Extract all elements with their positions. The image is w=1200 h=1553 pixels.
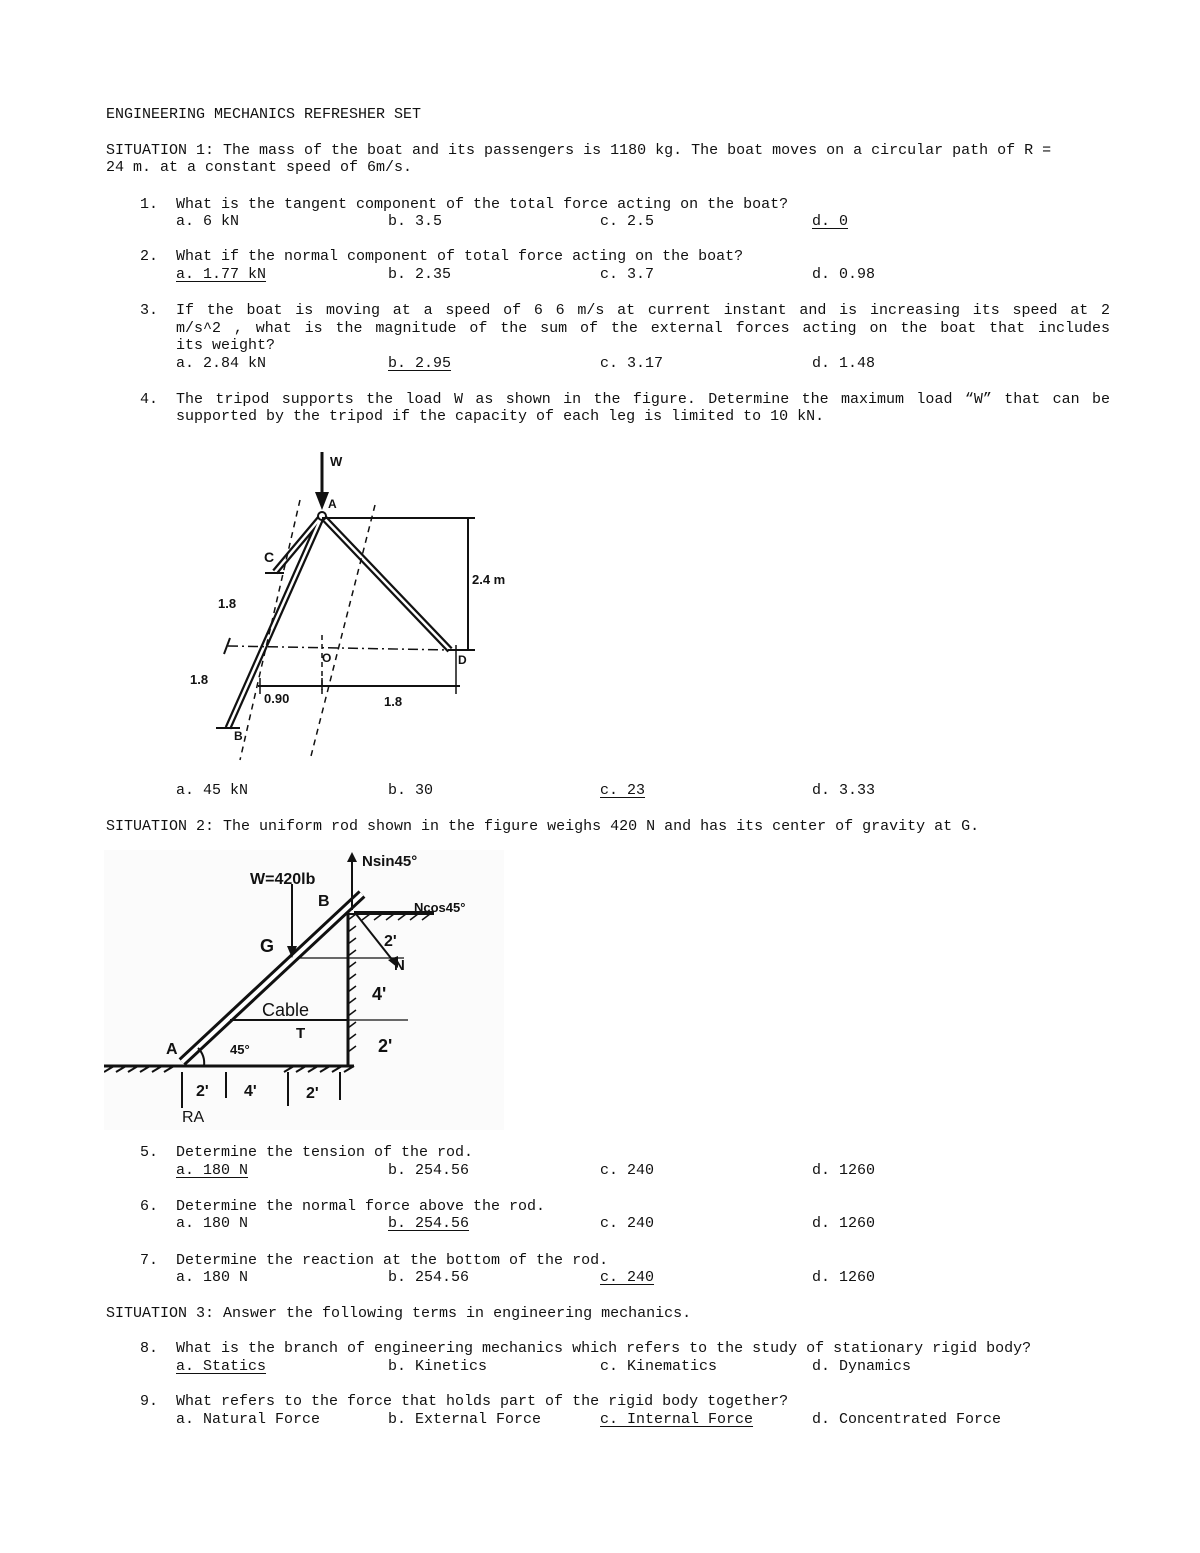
document-title: ENGINEERING MECHANICS REFRESHER SET (106, 106, 422, 123)
question-6-text: Determine the normal force above the rod. (176, 1198, 546, 1215)
question-5-number: 5. (140, 1144, 159, 1161)
dim-1-8-horizontal-label: 1.8 (384, 694, 403, 709)
dim-1-8-lower-label: 1.8 (190, 672, 209, 687)
height-4ft-label: 4' (372, 984, 387, 1004)
question-4-option-d: d. 3.33 (812, 782, 876, 799)
dim-0-90-label: 0.90 (264, 691, 290, 706)
dim-2ft-right-label: 2' (306, 1085, 319, 1102)
question-3-option-a: a. 2.84 kN (176, 355, 267, 372)
point-b-label: B (234, 729, 243, 743)
question-8-number: 8. (140, 1340, 159, 1357)
question-8-option-d: d. Dynamics (812, 1358, 912, 1375)
question-1-number: 1. (140, 196, 159, 213)
point-b-label: B (318, 893, 330, 910)
question-9-option-c-answer: c. Internal Force (600, 1411, 754, 1428)
rod-figure (104, 850, 504, 1130)
question-7-text: Determine the reaction at the bottom of the rod. (176, 1252, 609, 1269)
question-9-option-b: b. External Force (388, 1411, 542, 1428)
question-1-option-d-answer: d. 0 (812, 213, 849, 230)
question-5-option-a-answer: a. 180 N (176, 1162, 249, 1179)
question-1-text: What is the tangent component of the total force acting on the boat? (176, 196, 789, 213)
question-9-option-d: d. Concentrated Force (812, 1411, 1002, 1428)
question-3-option-c: c. 3.17 (600, 355, 664, 372)
question-8-option-b: b. Kinetics (388, 1358, 488, 1375)
situation-3-text: SITUATION 3: Answer the following terms in engineering mechanics. (106, 1305, 692, 1322)
ncos-label: Ncos45° (414, 900, 466, 915)
point-g-label: G (260, 936, 275, 956)
dim-4ft-label: 4' (244, 1083, 257, 1100)
question-5-option-b: b. 254.56 (388, 1162, 470, 1179)
question-7-option-c-answer: c. 240 (600, 1269, 655, 1286)
question-1-option-a: a. 6 kN (176, 213, 240, 230)
nsin-label: Nsin45° (362, 853, 418, 870)
situation-2-text: SITUATION 2: The uniform rod shown in the figure weighs 420 N and has its center of gravity at G. (106, 818, 980, 835)
question-3-line-3: its weight? (176, 337, 276, 354)
question-4-line-1: The tripod supports the load W as shown in the figure. Determine the maximum load “W” that can be (176, 391, 1110, 408)
question-6-option-a: a. 180 N (176, 1215, 249, 1232)
question-2-option-c: c. 3.7 (600, 266, 655, 283)
dim-2ft-left-label: 2' (196, 1083, 209, 1100)
question-9-option-a: a. Natural Force (176, 1411, 321, 1428)
point-d-label: D (458, 653, 467, 667)
height-2ft-top-label: 2' (384, 933, 397, 950)
question-4-option-c-answer: c. 23 (600, 782, 646, 799)
point-a-label: A (166, 1041, 178, 1058)
normal-force-label: N (394, 957, 405, 974)
question-7-option-b: b. 254.56 (388, 1269, 470, 1286)
angle-label: 45° (230, 1042, 250, 1057)
load-label: W (330, 454, 343, 469)
question-2-option-a-answer: a. 1.77 kN (176, 266, 267, 283)
dim-2-4-label: 2.4 m (472, 572, 506, 587)
point-o-label: O (322, 651, 332, 665)
question-6-option-d: d. 1260 (812, 1215, 876, 1232)
question-5-option-c: c. 240 (600, 1162, 655, 1179)
question-6-option-c: c. 240 (600, 1215, 655, 1232)
question-7-number: 7. (140, 1252, 159, 1269)
reaction-label: RA (182, 1109, 205, 1126)
point-a-label: A (328, 497, 337, 511)
weight-label: W=420lb (250, 871, 316, 888)
question-3-option-d: d. 1.48 (812, 355, 876, 372)
question-3-line-2: m/s^2 , what is the magnitude of the sum of the external forces acting on the boat that includes (176, 320, 1110, 337)
question-9-text: What refers to the force that holds part of the rigid body together? (176, 1393, 789, 1410)
height-2ft-bottom-label: 2' (378, 1036, 393, 1056)
question-7-option-a: a. 180 N (176, 1269, 249, 1286)
question-9-number: 9. (140, 1393, 159, 1410)
question-7-option-d: d. 1260 (812, 1269, 876, 1286)
question-3-option-b-answer: b. 2.95 (388, 355, 452, 372)
question-8-option-c: c. Kinematics (600, 1358, 718, 1375)
question-2-text: What if the normal component of total force acting on the boat? (176, 248, 744, 265)
question-5-option-d: d. 1260 (812, 1162, 876, 1179)
question-4-number: 4. (140, 391, 159, 408)
dim-1-8-upper-label: 1.8 (218, 596, 237, 611)
question-4-line-2: supported by the tripod if the capacity of each leg is limited to 10 kN. (176, 408, 825, 425)
situation-1-line-2: 24 m. at a constant speed of 6m/s. (106, 159, 413, 176)
question-3-number: 3. (140, 302, 159, 319)
question-1-option-b: b. 3.5 (388, 213, 443, 230)
situation-1-line-1: SITUATION 1: The mass of the boat and its passengers is 1180 kg. The boat moves on a circular path of R = (106, 142, 1052, 159)
question-2-number: 2. (140, 248, 159, 265)
point-c-label: C (264, 549, 275, 565)
cable-label: Cable (262, 1000, 310, 1020)
question-8-option-a-answer: a. Statics (176, 1358, 267, 1375)
question-8-text: What is the branch of engineering mechanics which refers to the study of stationary rigid body? (176, 1340, 1032, 1357)
question-5-text: Determine the tension of the rod. (176, 1144, 474, 1161)
question-2-option-b: b. 2.35 (388, 266, 452, 283)
question-4-option-a: a. 45 kN (176, 782, 249, 799)
question-6-option-b-answer: b. 254.56 (388, 1215, 470, 1232)
tension-label: T (296, 1025, 306, 1042)
tripod-figure (180, 440, 540, 770)
question-2-option-d: d. 0.98 (812, 266, 876, 283)
question-6-number: 6. (140, 1198, 159, 1215)
question-3-line-1: If the boat is moving at a speed of 6 6 m/s at current instant and is increasing its speed at 2 (176, 302, 1110, 319)
question-4-option-b: b. 30 (388, 782, 434, 799)
question-1-option-c: c. 2.5 (600, 213, 655, 230)
